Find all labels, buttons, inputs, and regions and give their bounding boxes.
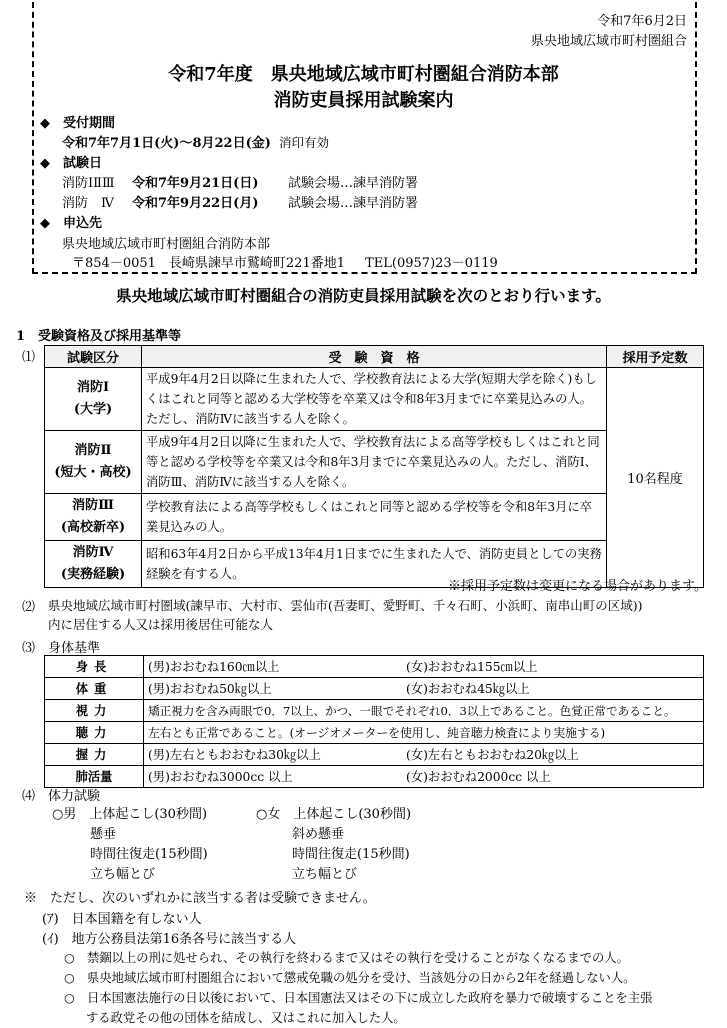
list-item: ○女 上体起こし(30秒間) xyxy=(256,807,412,822)
item-number: ⑴ xyxy=(22,350,36,365)
female-value: (女)おおむね155㎝以上 xyxy=(402,656,704,678)
table-row xyxy=(45,700,704,722)
list-item: 時間往復走(15秒間) xyxy=(90,847,208,862)
male-value: (男)おおむね50㎏以上 xyxy=(144,678,403,700)
table-row xyxy=(45,766,704,788)
column-header: 採用予定数 xyxy=(607,346,704,368)
male-value: (男)おおむね3000cc 以上 xyxy=(144,766,403,788)
apply-address: 〒854－0051 長崎県諫早市鷲崎町221番地1 TEL(0957)23－0119 xyxy=(72,256,498,271)
standard-value: 左右とも正常であること。(オージオメーターを使用し、純音聴力検査により実施する) xyxy=(144,722,704,744)
table-row xyxy=(45,678,704,700)
item-number: ⑶ xyxy=(22,641,36,656)
body-item: 身長 xyxy=(45,656,144,678)
fitness-male-list xyxy=(52,805,208,885)
table-row xyxy=(45,431,704,494)
item-number: ⑷ xyxy=(22,789,36,804)
exam-category: 消防Ⅱ (短大・高校) xyxy=(45,431,142,494)
exam-category: 消防Ⅲ (高校新卒) xyxy=(45,494,142,541)
table-row xyxy=(45,494,704,541)
list-item: ○ 県央地域広域市町村圏組合において懲戒免職の処分を受け、当該処分の日から2年を経過しない人。 xyxy=(64,971,636,985)
list-item: 斜め懸垂 xyxy=(292,827,345,842)
reception-period: 令和7年7月1日(火)～8月22日(金) 消印有効 xyxy=(62,135,330,151)
issue-date: 令和7年6月2日 xyxy=(597,14,687,29)
list-item: ○ 禁錮以上の刑に処せられ、その執行を終わるまで又はその執行を受けることがなくなるまでの人。 xyxy=(64,951,629,965)
disqualification-list xyxy=(64,948,719,1028)
disqualification-note: ※ ただし、次のいずれかに該当する者は受験できません。 xyxy=(24,891,376,906)
body-item: 視力 xyxy=(45,700,144,722)
quota-cell: 10名程度 xyxy=(607,368,704,588)
column-header: 受 験 資 格 xyxy=(142,346,607,368)
list-item: 立ち幅とび xyxy=(90,867,156,882)
body-standards-heading: 身体基準 xyxy=(48,641,101,656)
body-standards-table xyxy=(44,655,704,788)
fitness-female-list xyxy=(256,805,411,885)
body-item: 肺活量 xyxy=(45,766,144,788)
table-row xyxy=(45,722,704,744)
page-title: 令和7年度 県央地域広域市町村圏組合消防本部 xyxy=(168,64,559,85)
list-item: 時間往復走(15秒間) xyxy=(292,847,410,862)
apply-heading: ◆ 申込先 xyxy=(40,216,102,231)
column-header: 試験区分 xyxy=(45,346,142,368)
body-item: 体重 xyxy=(45,678,144,700)
reception-heading: ◆ 受付期間 xyxy=(40,116,115,131)
body-item: 握力 xyxy=(45,744,144,766)
male-value: (男)おおむね160㎝以上 xyxy=(144,656,403,678)
table-header-row xyxy=(45,346,704,368)
exam-day-row: 消防ⅠⅡⅢ 令和7年9月21日(日) 試験会場…諫早消防署 xyxy=(62,176,419,191)
female-value: (女)おおむね45㎏以上 xyxy=(402,678,704,700)
fitness-test-heading: 体力試験 xyxy=(48,789,101,804)
apply-organization: 県央地域広域市町村圏組合消防本部 xyxy=(62,237,271,252)
table-row xyxy=(45,744,704,766)
disqualification-b: (ｲ) 地方公務員法第16条各号に該当する人 xyxy=(42,932,297,947)
exam-day-row: 消防 Ⅳ 令和7年9月22日(月) 試験会場…諫早消防署 xyxy=(62,196,419,211)
list-item: 懸垂 xyxy=(90,827,117,842)
list-item: ○ 日本国憲法施行の日以後において、日本国憲法又はその下に成立した政府を暴力で破壊することを主張 xyxy=(64,991,653,1005)
exam-category: 消防Ⅳ (実務経験) xyxy=(45,541,142,588)
requirement-cell: 平成9年4月2日以降に生まれた人で、学校教育法による高等学校もしくはこれと同等と認める学校等を卒業又は令和8年3月までに卒業見込みの人。ただし、消防Ⅰ、消防Ⅲ、消防Ⅳに該当する人を除く。 xyxy=(142,431,607,494)
qualification-table xyxy=(44,345,704,588)
body-item: 聴力 xyxy=(45,722,144,744)
male-value: (男)左右ともおおむね30㎏以上 xyxy=(144,744,403,766)
residence-requirement-line1: 県央地域広域市町村圏域(諫早市、大村市、雲仙市(吾妻町、愛野町、千々石町、小浜町、南串山町の区域)) xyxy=(48,598,643,613)
quota-note: ※採用予定数は変更になる場合があります。 xyxy=(448,579,707,594)
female-value: (女)おおむね2000cc 以上 xyxy=(402,766,704,788)
issuer-name: 県央地域広域市町村圏組合 xyxy=(530,34,687,49)
disqualification-a: (ｱ) 日本国籍を有しない人 xyxy=(42,912,202,927)
list-item: する政党その他の団体を結成し、又はこれに加入した人。 xyxy=(86,1011,406,1025)
list-item: 立ち幅とび xyxy=(292,867,358,882)
requirement-cell: 学校教育法による高等学校もしくはこれと同等と認める学校等を令和8年3月に卒業見込みの人。 xyxy=(142,494,607,541)
table-row xyxy=(45,656,704,678)
female-value: (女)左右ともおおむね20㎏以上 xyxy=(402,744,704,766)
page-subtitle: 消防吏員採用試験案内 xyxy=(273,90,454,111)
standard-value: 矯正視力を含み両眼で0．7以上、かつ、一眼でそれぞれ0．3以上であること。色覚正常であること。 xyxy=(144,700,704,722)
list-item: ○男 上体起こし(30秒間) xyxy=(52,807,208,822)
item-number: ⑵ xyxy=(22,600,36,615)
lead-text: 県央地域広域市町村圏組合の消防吏員採用試験を次のとおり行います。 xyxy=(116,286,611,305)
requirement-cell: 昭和63年4月2日から平成13年4月1日までに生まれた人で、消防吏員としての実務経験を有する人。 xyxy=(142,541,607,588)
table-row xyxy=(45,368,704,431)
requirement-cell: 平成9年4月2日以降に生まれた人で、学校教育法による大学(短期大学を除く)もしくはこれと同等と認める大学校等を卒業又は令和8年3月までに卒業見込みの人。ただし、消防Ⅳに該当する人を除く。 xyxy=(142,368,607,431)
exam-category: 消防Ⅰ (大学) xyxy=(45,368,142,431)
exam-day-heading: ◆ 試験日 xyxy=(40,156,102,171)
residence-requirement-line2: 内に居住する人又は採用後居住可能な人 xyxy=(48,617,274,632)
section-heading: 1 受験資格及び採用基準等 xyxy=(16,329,182,344)
